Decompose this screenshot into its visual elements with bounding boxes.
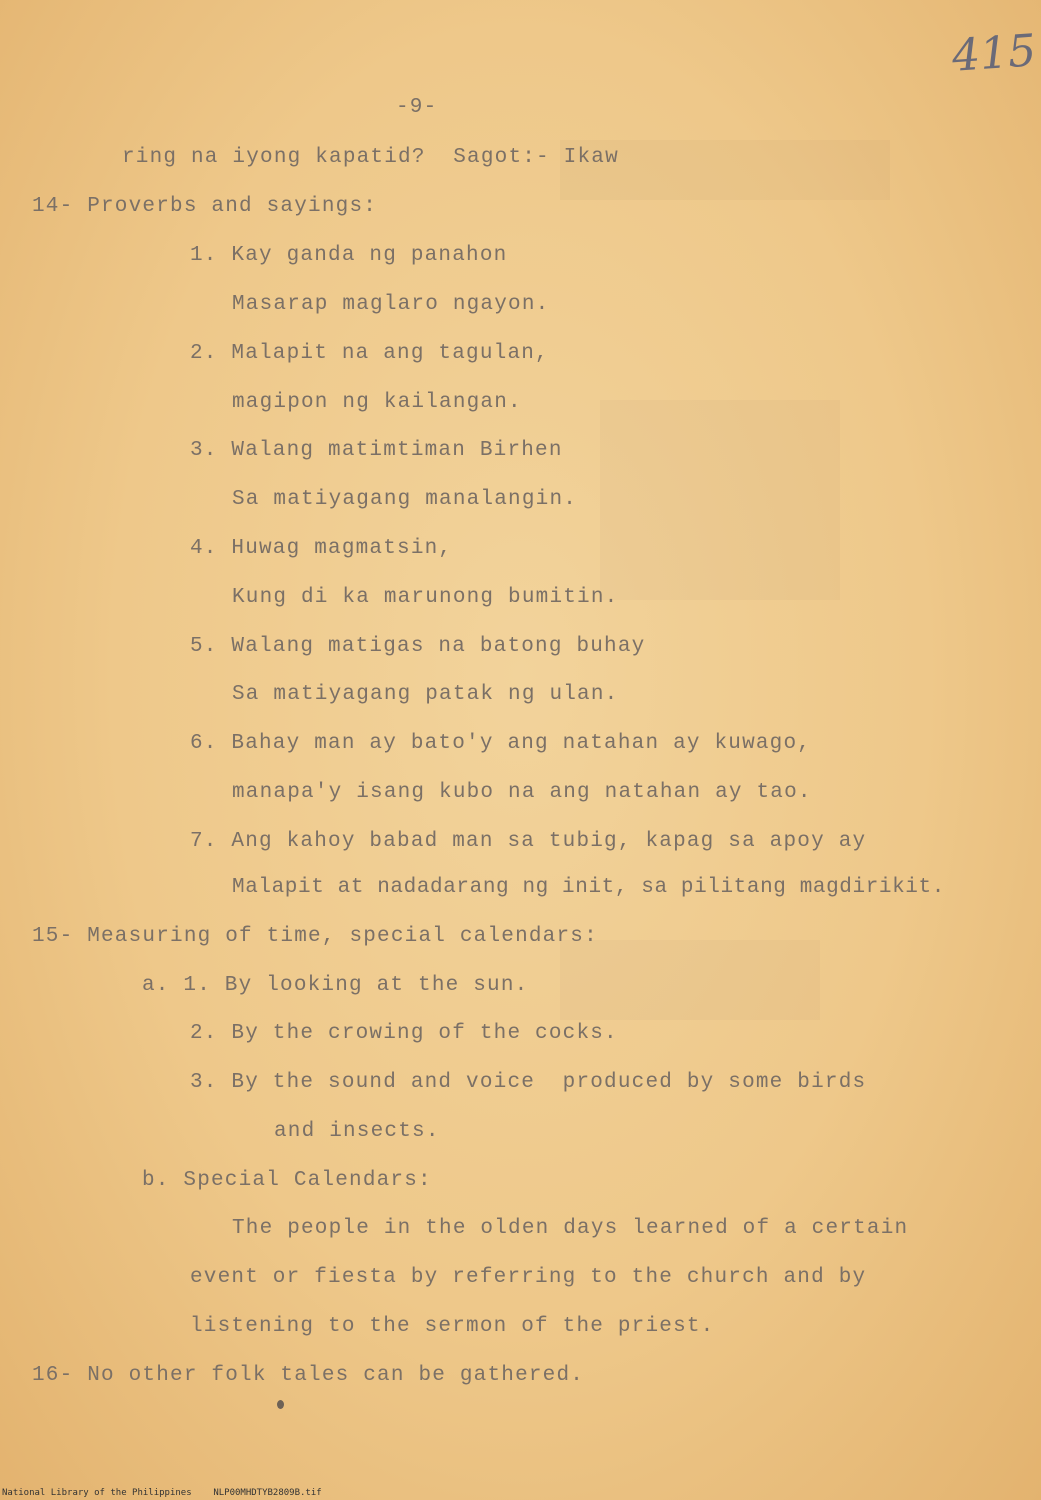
paragraph-line: listening to the sermon of the priest. (190, 1315, 715, 1338)
paragraph-line: event or fiesta by referring to the church and by (190, 1266, 867, 1289)
list-item: 5. Walang matigas na batong buhay (190, 635, 646, 658)
list-item-continuation: Kung di ka marunong bumitin. (232, 586, 619, 609)
list-item: 1. Kay ganda ng panahon (190, 244, 508, 267)
list-item-continuation: manapa'y isang kubo na ang natahan ay tao. (232, 781, 812, 804)
list-item: 7. Ang kahoy babad man sa tubig, kapag sa apoy ay (190, 830, 867, 853)
archive-footer: National Library of the Philippines NLP00MHDTYB2809B.tif (2, 1488, 322, 1498)
page-header: -9- (396, 96, 438, 119)
list-item-continuation: Masarap maglaro ngayon. (232, 293, 550, 316)
list-item-continuation: Sa matiyagang manalangin. (232, 488, 578, 511)
list-item-continuation: Malapit at nadadarang ng init, sa pilitang magdirikit. (232, 876, 945, 899)
list-item-continuation: and insects. (274, 1120, 440, 1143)
bleed-through-mark (560, 940, 820, 1020)
list-item: 6. Bahay man ay bato'y ang natahan ay kuwago, (190, 732, 812, 755)
list-item: 3. By the sound and voice produced by some birds (190, 1071, 867, 1094)
paragraph-line: The people in the olden days learned of a certain (232, 1217, 909, 1240)
section-heading: 14- Proverbs and sayings: (32, 195, 378, 218)
subsection-heading: b. Special Calendars: (142, 1169, 432, 1192)
list-item: 2. By the crowing of the cocks. (190, 1022, 618, 1045)
list-item: 4. Huwag magmatsin, (190, 537, 453, 560)
ink-spot (277, 1400, 284, 1409)
text-line: ring na iyong kapatid? Sagot:- Ikaw (122, 146, 619, 169)
bleed-through-mark (600, 400, 840, 600)
list-item-continuation: Sa matiyagang patak ng ulan. (232, 683, 619, 706)
handwritten-page-number: 415 (950, 25, 1038, 82)
list-item: 2. Malapit na ang tagulan, (190, 342, 549, 365)
section-heading: 15- Measuring of time, special calendars: (32, 925, 598, 948)
list-item-continuation: magipon ng kailangan. (232, 391, 522, 414)
list-item: a. 1. By looking at the sun. (142, 974, 529, 997)
list-item: 3. Walang matimtiman Birhen (190, 439, 563, 462)
section-heading: 16- No other folk tales can be gathered. (32, 1364, 585, 1387)
